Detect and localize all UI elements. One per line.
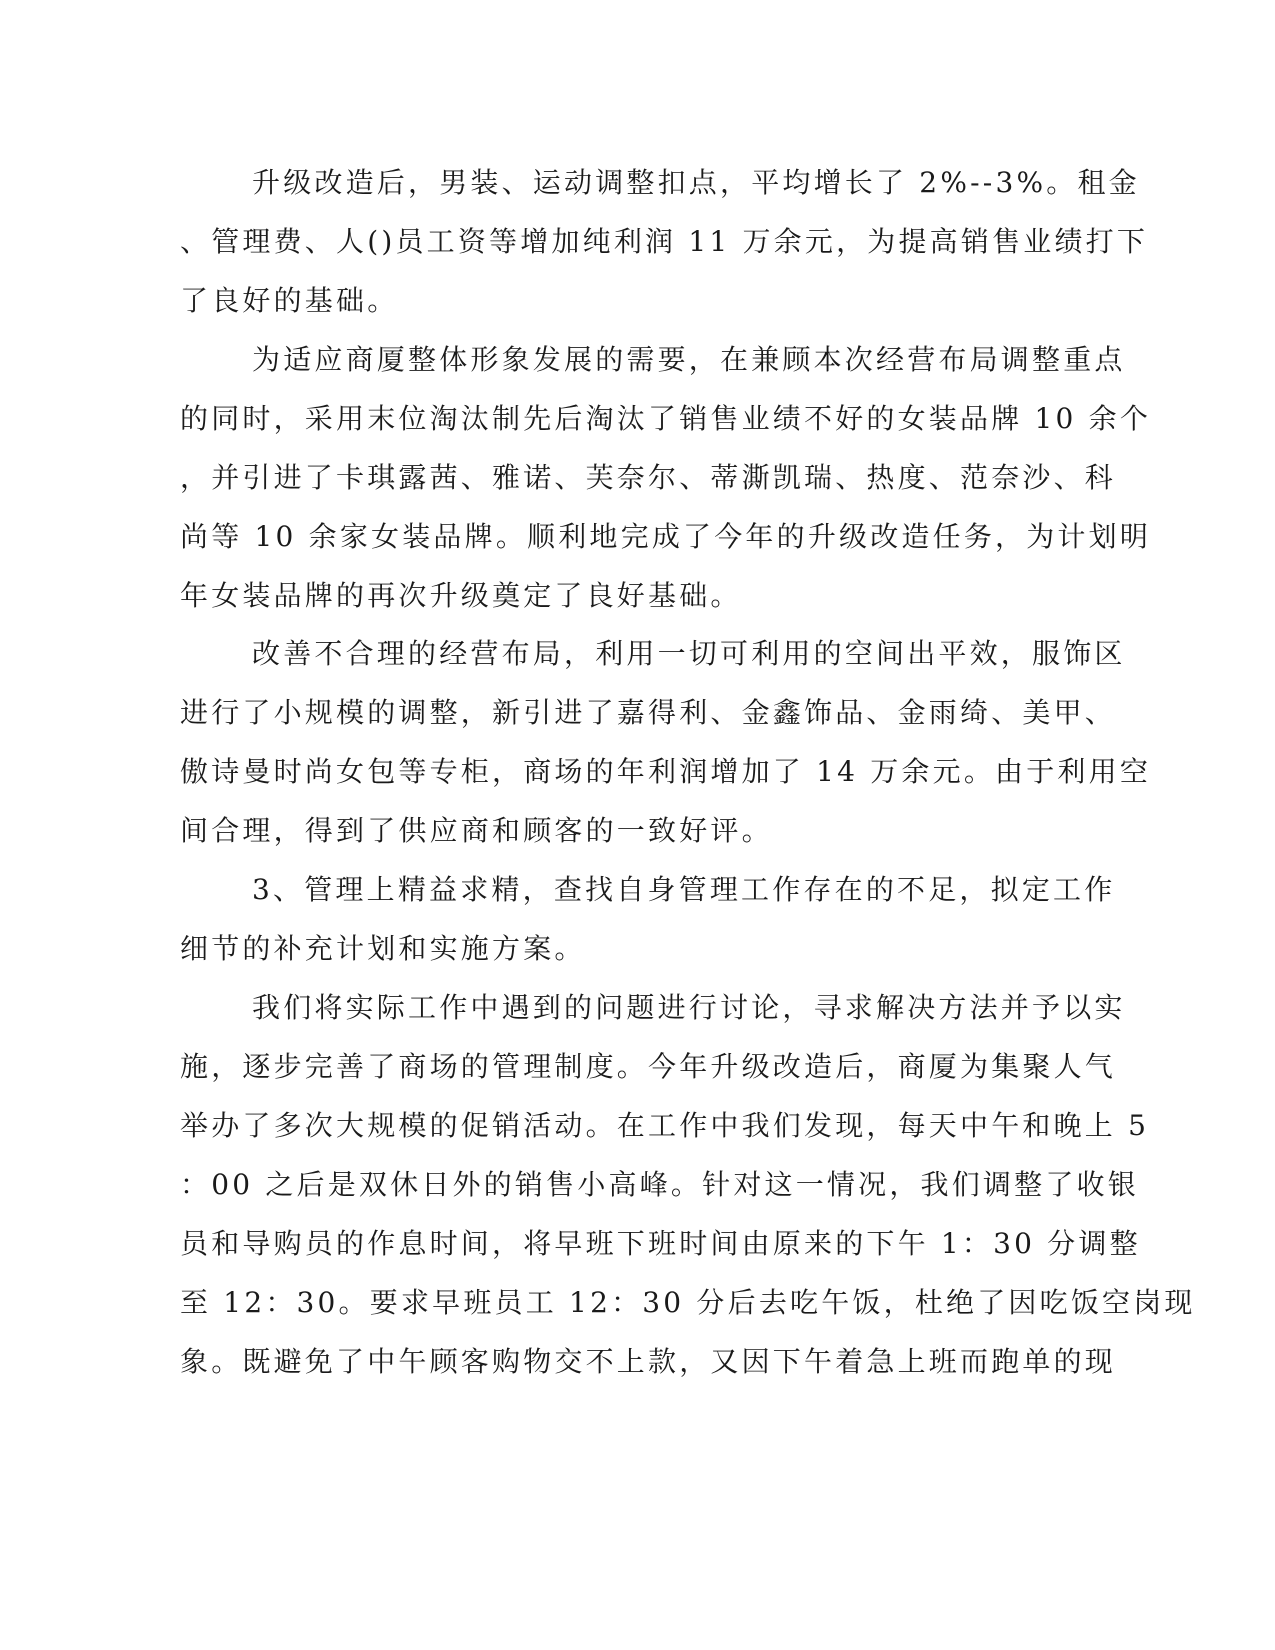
text-line: 细节的补充计划和实施方案。 [180, 932, 586, 965]
text-line: 了良好的基础。 [180, 284, 399, 317]
text-line: 尚等 10 余家女装品牌。顺利地完成了今年的升级改造任务，为计划明 [180, 520, 1152, 553]
text-line: 、管理费、人()员工资等增加纯利润 11 万余元，为提高销售业绩打下 [180, 225, 1149, 258]
text-line: 间合理，得到了供应商和顾客的一致好评。 [180, 814, 773, 847]
text-line: 我们将实际工作中遇到的问题进行讨论，寻求解决方法并予以实 [252, 991, 1126, 1024]
text-line: 象。既避免了中午顾客购物交不上款，又因下午着急上班而跑单的现 [180, 1345, 1117, 1378]
text-line: ：00 之后是双休日外的销售小高峰。针对这一情况，我们调整了收银 [180, 1168, 1139, 1201]
text-line: ，并引进了卡琪露茜、雅诺、芙奈尔、蒂澌凯瑞、热度、范奈沙、科 [180, 461, 1117, 494]
text-line: 为适应商厦整体形象发展的需要，在兼顾本次经营布局调整重点 [252, 343, 1126, 376]
text-line: 至 12：30。要求早班员工 12：30 分后去吃午饭，杜绝了因吃饭空岗现 [180, 1286, 1196, 1319]
text-line: 升级改造后，男装、运动调整扣点，平均增长了 2%--3%。租金 [252, 166, 1140, 199]
text-line: 傲诗曼时尚女包等专柜，商场的年利润增加了 14 万余元。由于利用空 [180, 755, 1152, 788]
text-line: 进行了小规模的调整，新引进了嘉得利、金鑫饰品、金雨绮、美甲、 [180, 696, 1117, 729]
text-line: 3、管理上精益求精，查找自身管理工作存在的不足，拟定工作 [252, 873, 1116, 906]
text-line: 施，逐步完善了商场的管理制度。今年升级改造后，商厦为集聚人气 [180, 1050, 1117, 1083]
text-line: 改善不合理的经营布局，利用一切可利用的空间出平效，服饰区 [252, 637, 1126, 670]
text-line: 年女装品牌的再次升级奠定了良好基础。 [180, 579, 742, 612]
text-line: 举办了多次大规模的促销活动。在工作中我们发现，每天中午和晚上 5 [180, 1109, 1150, 1142]
text-line: 的同时，采用末位淘汰制先后淘汰了销售业绩不好的女装品牌 10 余个 [180, 402, 1152, 435]
text-line: 员和导购员的作息时间，将早班下班时间由原来的下午 1：30 分调整 [180, 1227, 1141, 1260]
